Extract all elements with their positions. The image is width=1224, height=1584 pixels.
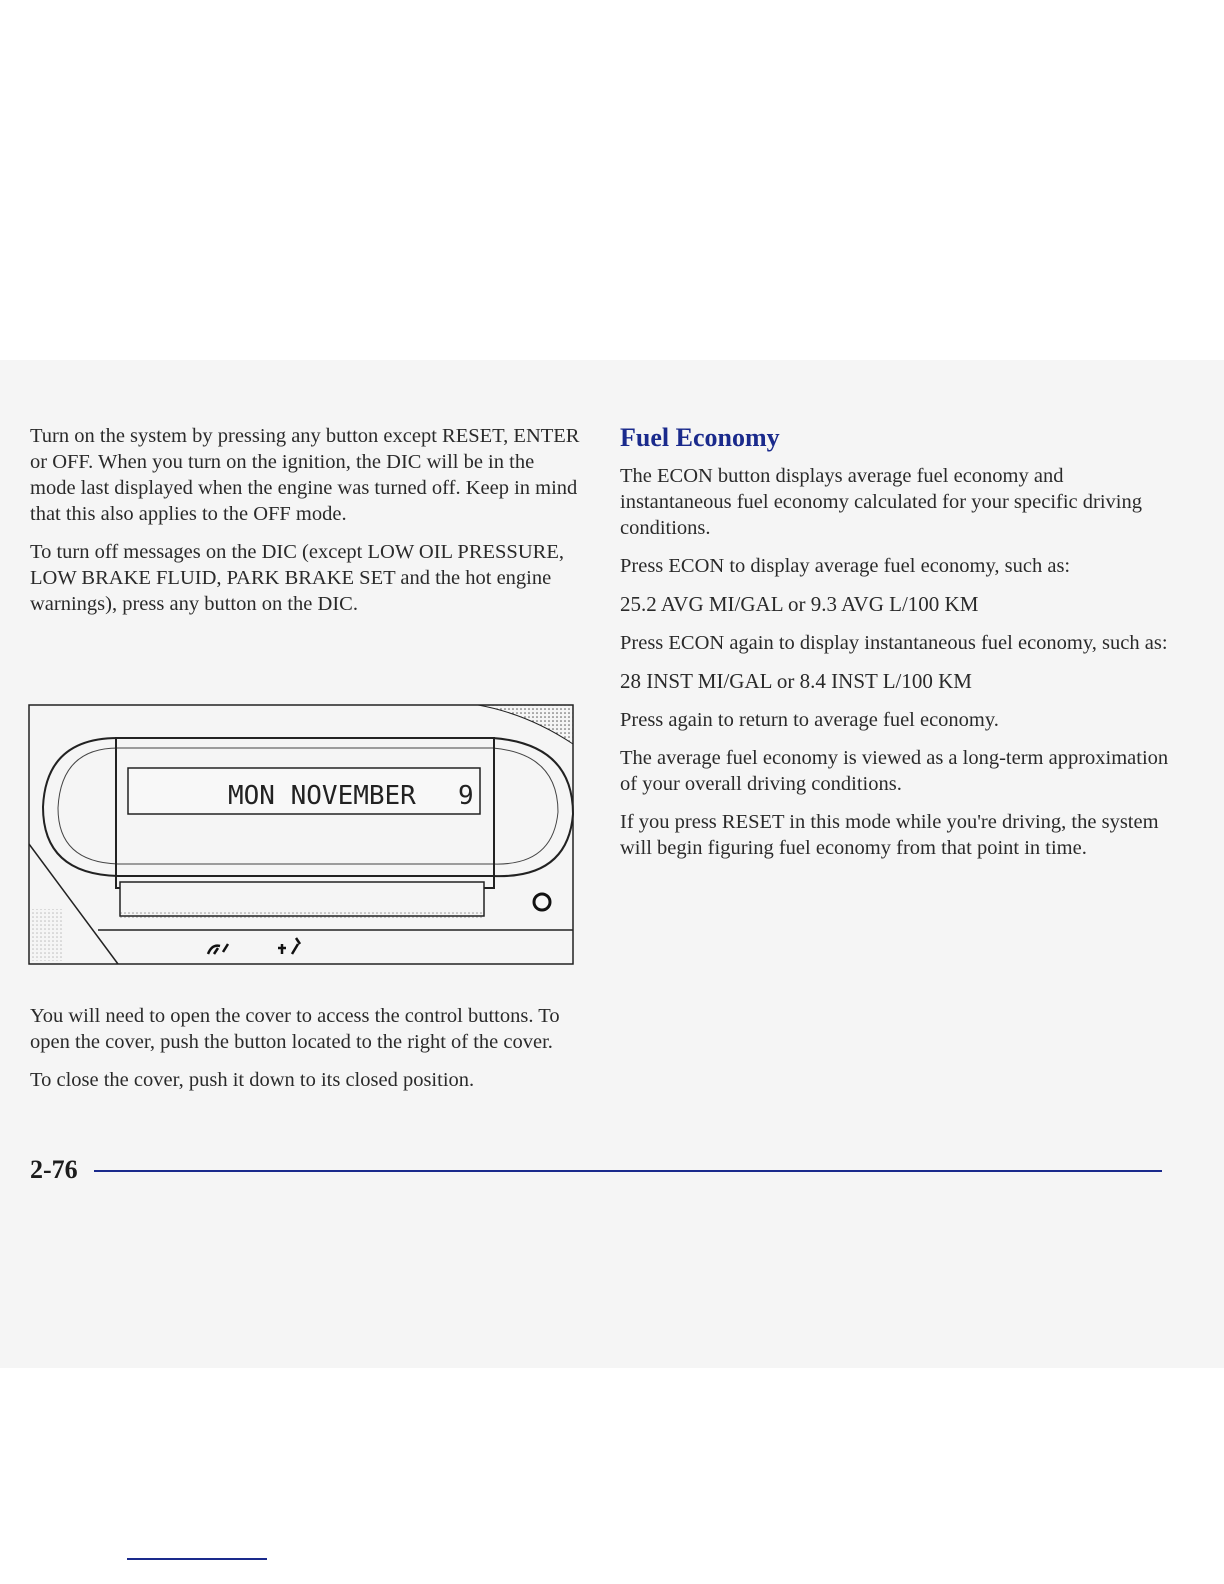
return-instruction: Press again to return to average fuel economy. (620, 709, 999, 731)
open-cover-paragraph: You will need to open the cover to access the control buttons. To open the cover, push the button located to the right of the cover. (30, 1005, 560, 1053)
left-column (30, 423, 580, 629)
footer-rule (94, 1170, 1162, 1172)
average-example: 25.2 AVG MI/GAL or 9.3 AVG L/100 KM (620, 592, 979, 616)
dic-illustration (28, 704, 574, 966)
dic-display-text: MON NOVEMBER (228, 781, 416, 811)
instant-example: 28 INST MI/GAL or 8.4 INST L/100 KM (620, 669, 972, 693)
dic-display-digit: 9 (458, 781, 474, 811)
turn-off-messages-paragraph: To turn off messages on the DIC (except LOW OIL PRESSURE, LOW BRAKE FLUID, PARK BRAKE SET and the hot engine warnings), press any button on the DIC. (30, 541, 564, 615)
close-cover-paragraph: To close the cover, push it down to its closed position. (30, 1069, 475, 1091)
intro-paragraph: Turn on the system by pressing any button except RESET, ENTER or OFF. When you turn on the ignition, the DIC will be in the mode last displayed when the engine was turned off. Keep in mind that this also applies to the OFF mode. (30, 425, 580, 525)
bottom-mark (127, 1558, 267, 1560)
fuel-economy-heading: Fuel Economy (620, 423, 780, 452)
left-column-bottom (30, 1003, 580, 1105)
page-number: 2-76 (30, 1155, 78, 1184)
econ-instant-instruction: Press ECON again to display instantaneous fuel economy, such as: (620, 632, 1168, 654)
right-column (620, 423, 1180, 873)
econ-average-instruction: Press ECON to display average fuel economy, such as: (620, 555, 1071, 577)
econ-description-paragraph: The ECON button displays average fuel economy and instantaneous fuel economy calculated for your specific driving conditions. (620, 465, 1142, 539)
reset-paragraph: If you press RESET in this mode while you're driving, the system will begin figuring fuel economy from that point in time. (620, 811, 1159, 859)
long-term-paragraph: The average fuel economy is viewed as a long-term approximation of your overall driving conditions. (620, 747, 1169, 795)
